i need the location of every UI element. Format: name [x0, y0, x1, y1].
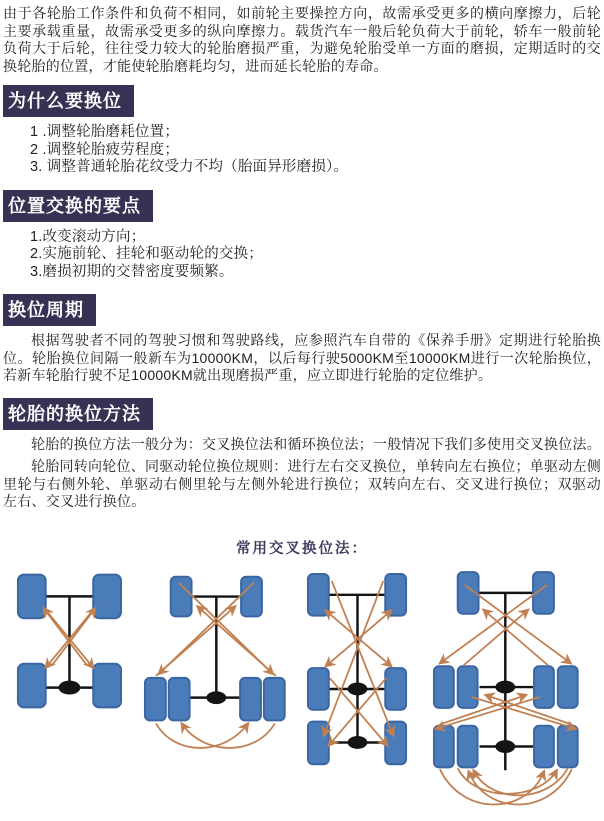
- wheel: [385, 721, 406, 764]
- wheel: [93, 574, 121, 618]
- wheel: [557, 666, 577, 708]
- differential: [206, 691, 226, 704]
- intro-paragraph: 由于各轮胎工作条件和负荷不相同，如前轮主要操控方向，故需承受更多的横向摩擦力，后轮主要承载重量，故需承受更多的纵向摩擦力。载货汽车一般后轮负荷大于前轮，轿车一般前轮负荷大于后轮，往往受力较大的轮胎磨损严重，为避免轮胎受单一方面的磨损，定期适时的交换轮胎的位置，才能使轮胎磨耗均匀，进而延长轮胎的寿命。: [3, 5, 601, 74]
- wheel: [241, 576, 262, 616]
- list-item: 3. 调整普通轮胎花纹受力不均（胎面异形磨损）。: [30, 159, 349, 175]
- wheel: [433, 666, 453, 708]
- wheel: [171, 576, 192, 616]
- why-rotate-list: [30, 124, 601, 177]
- wheel: [557, 725, 577, 767]
- section-header-rotation-cycle: 换位周期: [3, 294, 96, 326]
- list-item: 1 .调整轮胎磨耗位置；: [30, 124, 180, 140]
- list-item: 2 .调整轮胎疲劳程度；: [30, 141, 180, 158]
- wheel: [385, 573, 406, 615]
- wheel: [308, 721, 329, 764]
- wheel: [534, 666, 554, 708]
- wheel: [18, 574, 46, 618]
- wheel: [169, 677, 190, 720]
- differential: [495, 740, 515, 753]
- differential: [347, 682, 367, 695]
- list-item: 2.实施前轮、挂轮和驱动轮的交换；: [30, 246, 263, 262]
- wheel: [457, 666, 477, 708]
- wheel: [308, 668, 329, 710]
- wheel: [433, 725, 453, 767]
- wheel: [18, 663, 46, 707]
- section-header-rotation-methods: 轮胎的换位方法: [3, 398, 153, 430]
- wheel: [264, 677, 285, 720]
- section-header-exchange-points: 位置交换的要点: [3, 190, 153, 222]
- wheel: [385, 668, 406, 710]
- wheel: [534, 725, 554, 767]
- wheel: [240, 677, 261, 720]
- differential: [59, 680, 81, 694]
- exchange-points-list: [30, 229, 601, 282]
- diagram-title: 常用交叉换位法：: [236, 540, 368, 557]
- differential: [347, 736, 367, 749]
- rotation-methods-paragraph-2: 轮胎同转向轮位、同驱动轮位换位规则：进行左右交叉换位，单转向左右换位；单驱动左侧里轮与右侧外轮、单驱动右侧里轮与左侧外轮进行换位；双转向左右、交叉进行换位；双驱动左右、交叉进行换位。: [3, 458, 601, 509]
- list-item: 1.改变滚动方向；: [30, 228, 146, 245]
- differential: [495, 680, 515, 693]
- tire-rotation-diagram-4: [428, 566, 601, 821]
- tire-rotation-diagram-3: [302, 566, 416, 801]
- section-header-why-rotate: 为什么要换位: [3, 85, 134, 117]
- rotation-cycle-paragraph: 根据驾驶者不同的驾驶习惯和驾驶路线，应参照汽车自带的《保养手册》定期进行轮胎换位。轮胎换位间隔一般新车为10000KM，以后每行驶5000KM至10000KM进行一次轮胎换位，若新车轮胎行驶不足10000KM就出现磨损严重，应立即进行轮胎的定位维护。: [3, 332, 601, 383]
- tire-rotation-diagram-2: [141, 566, 290, 751]
- wheel: [145, 677, 166, 720]
- tire-rotation-diagram-1: [10, 566, 129, 716]
- wheel: [457, 725, 477, 767]
- wheel: [93, 663, 121, 707]
- rotation-methods-paragraph-1: 轮胎的换位方法一般分为：交叉换位法和循环换位法；一般情况下我们多使用交叉换位法。: [31, 435, 601, 452]
- diagram-row: [3, 566, 601, 821]
- wheel: [308, 573, 329, 615]
- axles: [328, 594, 384, 742]
- list-item: 3.磨损初期的交替密度要频繁。: [30, 263, 234, 280]
